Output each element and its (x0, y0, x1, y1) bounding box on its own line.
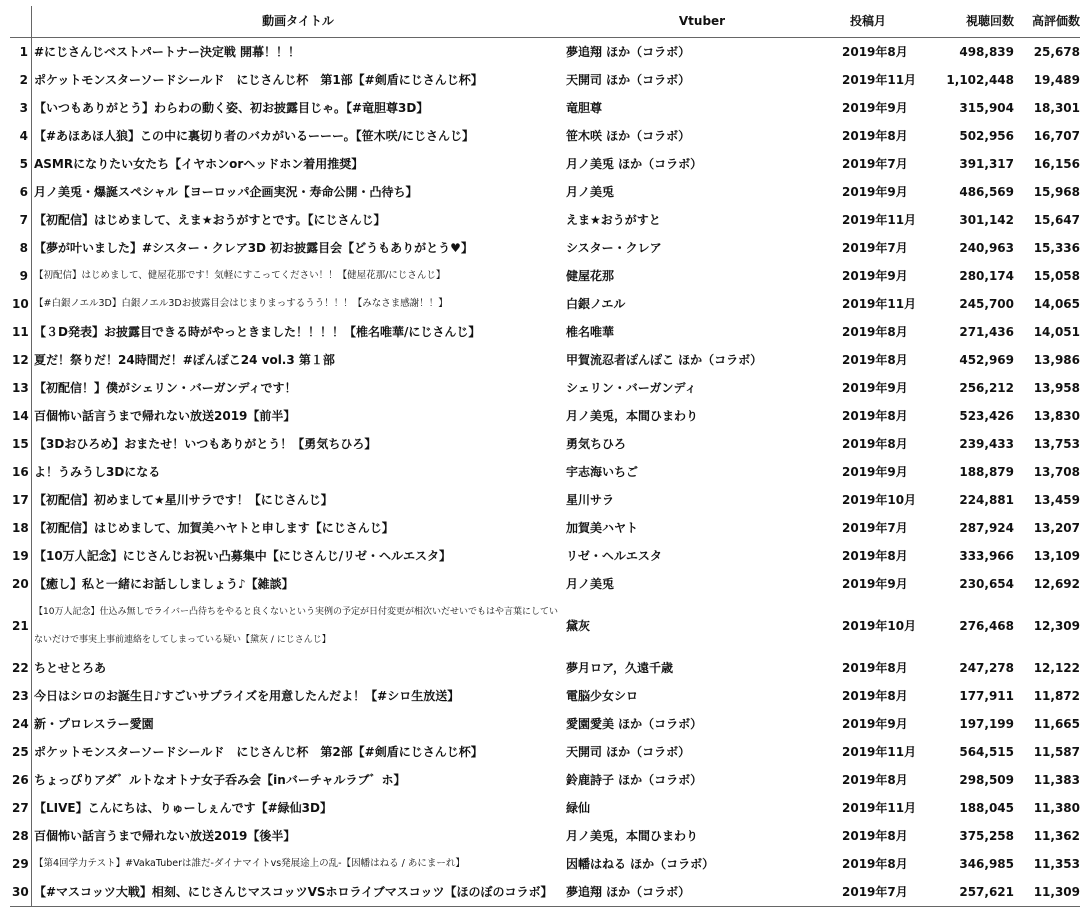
rank-cell: 24 (10, 710, 32, 738)
title-cell: 【#白銀ノエル3D】白銀ノエル3Dお披露目会はじまりまっするうう！！！【みなさま感謝！！】 (34, 298, 448, 309)
rank-cell: 17 (10, 486, 32, 514)
views-cell: 391,317 (959, 157, 1014, 171)
month-cell: 2019年11月 (842, 73, 917, 87)
table-row (10, 514, 1080, 542)
vtuber-cell: 加賀美ハヤト (566, 521, 639, 535)
rank-cell: 15 (10, 430, 32, 458)
month-cell: 2019年8月 (842, 353, 908, 367)
table-body (10, 38, 1080, 907)
ranking-table (10, 6, 1080, 907)
month-cell: 2019年9月 (842, 717, 908, 731)
vtuber-cell: 月ノ美兎，本間ひまわり (566, 829, 699, 843)
vtuber-cell: 緑仙 (566, 801, 591, 815)
likes-cell: 11,587 (1033, 745, 1080, 759)
month-cell: 2019年7月 (840, 878, 934, 907)
table-row (10, 794, 1080, 822)
month-cell: 2019年9月 (842, 185, 908, 199)
likes-cell: 15,647 (1033, 213, 1080, 227)
vtuber-cell: 因幡はねる ほか（コラボ） (566, 857, 715, 871)
views-cell: 375,258 (959, 829, 1014, 843)
title-cell: 【初配信！】僕がシェリン・バーガンディです！ (34, 381, 297, 395)
vtuber-cell: シェリン・バーガンディ (566, 381, 697, 395)
table-row (10, 570, 1080, 598)
likes-cell: 13,830 (1033, 409, 1080, 423)
title-cell: ちょっぴりアダ゛ルトなオトナ女子呑み会【inバーチャルラブ゛ホ】 (34, 773, 406, 787)
table-row (10, 430, 1080, 458)
title-cell: 【初配信】はじめまして、加賀美ハヤトと申します【にじさんじ】 (34, 521, 394, 535)
views-cell: 280,174 (959, 269, 1014, 283)
month-cell: 2019年8月 (842, 437, 908, 451)
month-cell: 2019年8月 (842, 129, 908, 143)
title-cell: 【#マスコッツ大戦】相刻、にじさんじマスコッツVSホロライブマスコッツ【ほのぼのコラボ】 (32, 878, 565, 907)
vtuber-cell: 月ノ美兎 (566, 185, 615, 199)
title-cell: ASMRになりたい女たち【イヤホンorヘッドホン着用推奨】 (34, 157, 364, 171)
rank-cell: 1 (10, 38, 32, 67)
vtuber-cell: 夢追翔 ほか（コラボ） (564, 878, 840, 907)
rank-cell: 18 (10, 514, 32, 542)
rank-cell: 5 (10, 150, 32, 178)
month-cell: 2019年8月 (842, 689, 908, 703)
vtuber-cell: 夢月ロア，久遠千歳 (566, 661, 674, 675)
views-cell: 346,985 (959, 857, 1014, 871)
month-cell: 2019年8月 (842, 829, 908, 843)
likes-cell: 11,380 (1033, 801, 1080, 815)
views-cell: 247,278 (959, 661, 1014, 675)
table-row (10, 850, 1080, 878)
table-row (10, 66, 1080, 94)
likes-cell: 13,753 (1033, 437, 1080, 451)
title-cell: 【10万人記念】仕込み無しでライバー凸待ちをやると良くないという実例の予定が日付変更が相次いだせいでもはや言葉にしていないだけで事実上事前連絡をしてしまっている疑い【黛灰 / にじさんじ】 (34, 607, 559, 645)
month-cell: 2019年8月 (842, 773, 908, 787)
month-cell: 2019年8月 (842, 325, 908, 339)
rank-cell: 8 (10, 234, 32, 262)
vtuber-cell: 月ノ美兎，本間ひまわり (566, 409, 699, 423)
vtuber-cell: 笹木咲 ほか（コラボ） (566, 129, 691, 143)
title-cell: 【いつもありがとう】わらわの動く姿、初お披露目じゃ。【#竜胆尊3D】 (34, 101, 429, 115)
likes-cell: 11,872 (1033, 689, 1080, 703)
rank-cell: 12 (10, 346, 32, 374)
table-row (10, 38, 1080, 67)
views-cell: 298,509 (959, 773, 1014, 787)
header-month: 投稿月 (840, 6, 934, 38)
title-cell: ポケットモンスターソードシールド にじさんじ杯 第2部【#剣盾にじさんじ杯】 (34, 745, 483, 759)
rank-cell: 2 (10, 66, 32, 94)
header-likes: 高評価数 (1016, 6, 1080, 38)
views-cell: 452,969 (959, 353, 1014, 367)
likes-cell: 15,336 (1033, 241, 1080, 255)
title-cell: 【#あほあほ人狼】この中に裏切り者のバカがいるーーー。【笹木咲/にじさんじ】 (34, 129, 474, 143)
views-cell: 240,963 (959, 241, 1014, 255)
title-cell: 【初配信】はじめまして、えま★おうがすとです。【にじさんじ】 (34, 213, 386, 227)
title-cell: 【初配信】はじめまして、健屋花那です！気軽にすこってください！！【健屋花那/にじさんじ】 (34, 270, 446, 281)
vtuber-cell: 甲賀流忍者ぽんぽこ ほか（コラボ） (566, 353, 763, 367)
month-cell: 2019年9月 (842, 465, 908, 479)
rank-cell: 7 (10, 206, 32, 234)
header-rank (10, 6, 32, 38)
views-cell: 486,569 (959, 185, 1014, 199)
title-cell: 月ノ美兎・爆誕スペシャル【ヨーロッパ企画実況・寿命公開・凸待ち】 (34, 185, 418, 199)
rank-cell: 4 (10, 122, 32, 150)
title-cell: 【LIVE】こんにちは、りゅーしぇんです【#緑仙3D】 (34, 801, 332, 815)
likes-cell: 16,707 (1033, 129, 1080, 143)
month-cell: 2019年7月 (842, 241, 908, 255)
table-row (10, 234, 1080, 262)
likes-cell: 13,459 (1033, 493, 1080, 507)
rank-cell: 30 (10, 878, 32, 907)
rank-cell: 10 (10, 290, 32, 318)
likes-cell: 13,958 (1033, 381, 1080, 395)
views-cell: 333,966 (959, 549, 1014, 563)
likes-cell: 11,353 (1033, 857, 1080, 871)
vtuber-cell: 電脳少女シロ (566, 689, 639, 703)
title-cell: 【10万人記念】にじさんじお祝い凸募集中【にじさんじ/リゼ・ヘルエスタ】 (34, 549, 451, 563)
vtuber-cell: シスター・クレア (566, 241, 662, 255)
vtuber-cell: 夢追翔 ほか（コラボ） (566, 45, 691, 59)
rank-cell: 22 (10, 654, 32, 682)
vtuber-cell: 星川サラ (566, 493, 615, 507)
title-cell: 【夢が叶いました】#シスター・クレア3D 初お披露目会【どうもありがとう♥】 (34, 241, 473, 255)
vtuber-cell: 愛園愛美 ほか（コラボ） (566, 717, 703, 731)
likes-cell: 15,968 (1033, 185, 1080, 199)
table-row (10, 318, 1080, 346)
month-cell: 2019年9月 (842, 269, 908, 283)
month-cell: 2019年11月 (842, 297, 917, 311)
views-cell: 177,911 (959, 689, 1014, 703)
title-cell: 百個怖い話言うまで帰れない放送2019【後半】 (34, 829, 296, 843)
month-cell: 2019年8月 (842, 857, 908, 871)
views-cell: 498,839 (959, 45, 1014, 59)
rank-cell: 20 (10, 570, 32, 598)
likes-cell: 16,156 (1033, 157, 1080, 171)
title-cell: 【3Dおひろめ】おまたせ！いつもありがとう！【勇気ちひろ】 (34, 437, 377, 451)
vtuber-cell: 月ノ美兎 ほか（コラボ） (566, 157, 703, 171)
views-cell: 523,426 (959, 409, 1014, 423)
month-cell: 2019年8月 (842, 45, 908, 59)
table-row (10, 206, 1080, 234)
views-cell: 245,700 (959, 297, 1014, 311)
table-row (10, 878, 1080, 907)
month-cell: 2019年11月 (842, 213, 917, 227)
vtuber-cell: 椎名唯華 (566, 325, 615, 339)
rank-cell: 23 (10, 682, 32, 710)
rank-cell: 29 (10, 850, 32, 878)
month-cell: 2019年8月 (842, 409, 908, 423)
views-cell: 197,199 (959, 717, 1014, 731)
vtuber-cell: 健屋花那 (566, 269, 615, 283)
rank-cell: 28 (10, 822, 32, 850)
likes-cell: 11,665 (1033, 717, 1080, 731)
month-cell: 2019年11月 (842, 801, 917, 815)
views-cell: 188,879 (959, 465, 1014, 479)
likes-cell: 19,489 (1033, 73, 1080, 87)
header-vtuber: Vtuber (564, 6, 840, 38)
rank-cell: 6 (10, 178, 32, 206)
month-cell: 2019年10月 (842, 619, 917, 633)
likes-cell: 13,109 (1033, 549, 1080, 563)
table-row (10, 374, 1080, 402)
rank-cell: 27 (10, 794, 32, 822)
title-cell: 【癒し】私と一緒にお話ししましょう♪【雑談】 (34, 577, 294, 591)
title-cell: 夏だ！祭りだ！24時間だ！#ぽんぽこ24 vol.3 第１部 (34, 353, 335, 367)
table-row (10, 766, 1080, 794)
table-row (10, 94, 1080, 122)
views-cell: 224,881 (959, 493, 1014, 507)
vtuber-cell: 天開司 ほか（コラボ） (566, 73, 691, 87)
vtuber-cell: 白銀ノエル (566, 297, 626, 311)
views-cell: 188,045 (959, 801, 1014, 815)
likes-cell: 14,051 (1033, 325, 1080, 339)
likes-cell: 15,058 (1033, 269, 1080, 283)
rank-cell: 9 (10, 262, 32, 290)
vtuber-cell: 勇気ちひろ (566, 437, 627, 451)
rank-cell: 11 (10, 318, 32, 346)
table-row (10, 486, 1080, 514)
likes-cell: 14,065 (1033, 297, 1080, 311)
table-row (10, 654, 1080, 682)
title-cell: ちとせとろあ (34, 661, 107, 675)
rank-cell: 13 (10, 374, 32, 402)
vtuber-cell: 月ノ美兎 (566, 577, 615, 591)
rank-cell: 21 (10, 598, 32, 654)
month-cell: 2019年8月 (842, 549, 908, 563)
rank-cell: 14 (10, 402, 32, 430)
rank-cell: 19 (10, 542, 32, 570)
vtuber-cell: えま★おうがすと (566, 213, 661, 227)
table-row (10, 290, 1080, 318)
vtuber-cell: 宇志海いちご (566, 465, 639, 479)
month-cell: 2019年7月 (842, 521, 908, 535)
title-cell: よ！うみうし3Dになる (34, 465, 161, 479)
likes-cell: 13,207 (1033, 521, 1080, 535)
table-row (10, 822, 1080, 850)
likes-cell: 12,122 (1033, 661, 1080, 675)
month-cell: 2019年10月 (842, 493, 917, 507)
views-cell: 301,142 (959, 213, 1014, 227)
table-row (10, 738, 1080, 766)
views-cell: 564,515 (959, 745, 1014, 759)
rank-cell: 26 (10, 766, 32, 794)
title-cell: 【初配信】初めまして★星川サラです！【にじさんじ】 (34, 493, 333, 507)
views-cell: 257,621 (934, 878, 1016, 907)
likes-cell: 12,692 (1033, 577, 1080, 591)
table-row (10, 710, 1080, 738)
table-row (10, 682, 1080, 710)
views-cell: 287,924 (959, 521, 1014, 535)
likes-cell: 13,708 (1033, 465, 1080, 479)
vtuber-cell: リゼ・ヘルエスタ (566, 549, 662, 563)
month-cell: 2019年9月 (842, 381, 908, 395)
likes-cell: 11,383 (1033, 773, 1080, 787)
table-row (10, 346, 1080, 374)
table-row (10, 598, 1080, 654)
month-cell: 2019年8月 (842, 661, 908, 675)
likes-cell: 18,301 (1033, 101, 1080, 115)
title-cell: #にじさんじベストパートナー決定戦 開幕！！！ (34, 45, 300, 59)
title-cell: 新・プロレスラー愛園 (34, 717, 154, 731)
vtuber-cell: 天開司 ほか（コラボ） (566, 745, 691, 759)
likes-cell: 25,678 (1033, 45, 1080, 59)
views-cell: 230,654 (959, 577, 1014, 591)
title-cell: 【第4回学力テスト】#VakaTuberは誰だ-ダイナマイトvs発展途上の乱-【因幡はねる / あにまーれ】 (34, 858, 465, 869)
views-cell: 315,904 (959, 101, 1014, 115)
table-row (10, 262, 1080, 290)
table-row (10, 458, 1080, 486)
table-row (10, 542, 1080, 570)
views-cell: 239,433 (959, 437, 1014, 451)
title-cell: 【３D発表】お披露目できる時がやっときました！！！！【椎名唯華/にじさんじ】 (34, 325, 481, 339)
table-row (10, 402, 1080, 430)
views-cell: 502,956 (959, 129, 1014, 143)
likes-cell: 11,362 (1033, 829, 1080, 843)
vtuber-cell: 竜胆尊 (566, 101, 603, 115)
vtuber-cell: 黛灰 (566, 619, 591, 633)
views-cell: 1,102,448 (946, 73, 1014, 87)
views-cell: 271,436 (959, 325, 1014, 339)
month-cell: 2019年11月 (842, 745, 917, 759)
views-cell: 276,468 (959, 619, 1014, 633)
header-views: 視聴回数 (934, 6, 1016, 38)
rank-cell: 16 (10, 458, 32, 486)
month-cell: 2019年9月 (842, 577, 908, 591)
table-row (10, 150, 1080, 178)
likes-cell: 11,309 (1016, 878, 1080, 907)
header-title: 動画タイトル (32, 6, 565, 38)
title-cell: 今日はシロのお誕生日♪すごいサプライズを用意したんだよ！【#シロ生放送】 (34, 689, 460, 703)
month-cell: 2019年9月 (842, 101, 908, 115)
likes-cell: 13,986 (1033, 353, 1080, 367)
likes-cell: 12,309 (1033, 619, 1080, 633)
views-cell: 256,212 (959, 381, 1014, 395)
vtuber-cell: 鈴鹿詩子 ほか（コラボ） (566, 773, 703, 787)
rank-cell: 3 (10, 94, 32, 122)
table-row (10, 122, 1080, 150)
title-cell: 百個怖い話言うまで帰れない放送2019【前半】 (34, 409, 296, 423)
month-cell: 2019年7月 (842, 157, 908, 171)
title-cell: ポケットモンスターソードシールド にじさんじ杯 第1部【#剣盾にじさんじ杯】 (34, 73, 483, 87)
table-row (10, 178, 1080, 206)
rank-cell: 25 (10, 738, 32, 766)
header-row (10, 6, 1080, 38)
